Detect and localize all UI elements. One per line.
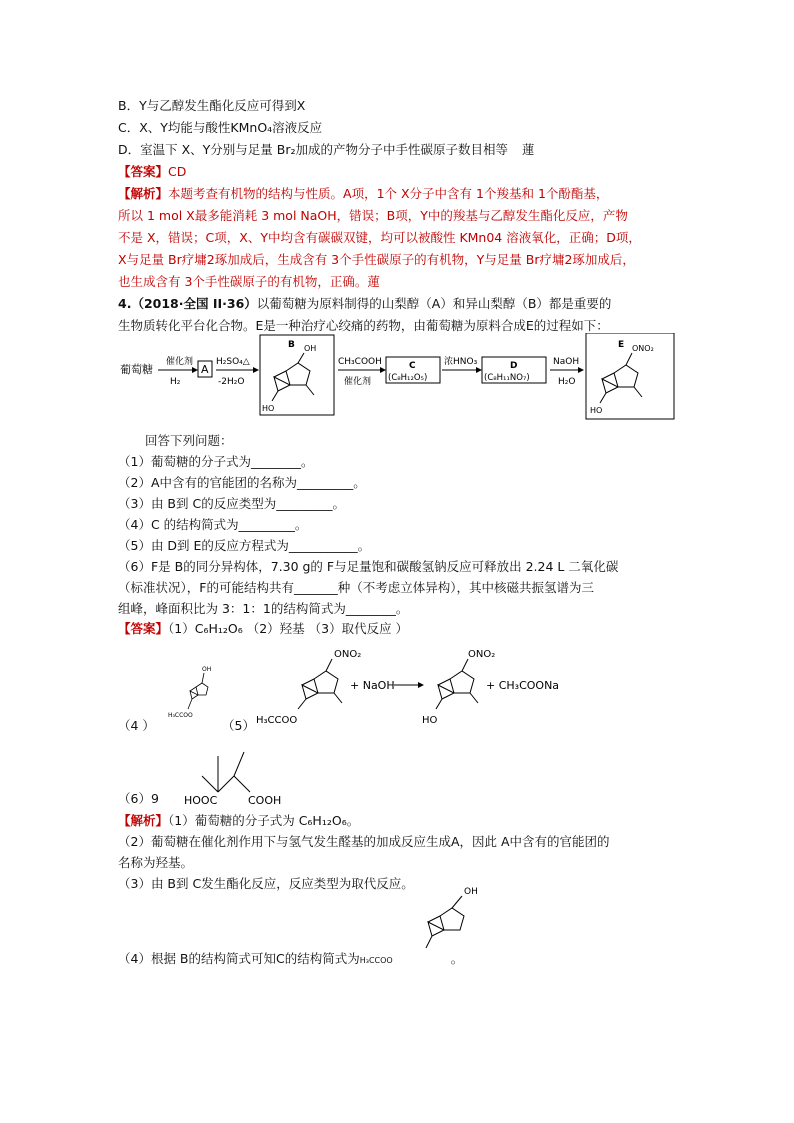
small-c-structure xyxy=(188,673,208,709)
scheme-step3-bot: 催化剂 xyxy=(344,377,372,387)
analysis-2-text-4: （4）根据 B的结构简式可知C的结构简式为 xyxy=(118,951,360,966)
analysis-1-line-4: X与足量 Br疗墉2琢加成后，生成含有 3个手性碳原子的有机物，Y与足量 Br疗墉2琢加成后， xyxy=(118,252,635,267)
eq-product-structure xyxy=(436,659,478,709)
ask-2: （2）A中含有的官能团的名称为_________。 xyxy=(118,475,366,490)
scheme-b-ho: HO xyxy=(262,404,275,413)
analysis-label: 【解析】 xyxy=(118,186,169,201)
analysis-2-text-1: （1）葡萄糖的分子式为 C₆H₁₂O₆。 xyxy=(168,813,360,828)
analysis-1-line-5: 也生成含有 3个手性碳原子的有机物，正确。蓮 xyxy=(118,274,380,289)
small-c-oh: OH xyxy=(202,666,212,673)
analysis-1-line-2: 所以 1 mol X最多能消耗 3 mol NaOH，错误；B项，Y中的羧基与乙醇发生酯化反应，产物 xyxy=(118,208,628,223)
scheme-step2-bot: -2H₂O xyxy=(218,377,245,387)
ask-1: （1）葡萄糖的分子式为________。 xyxy=(118,454,314,469)
scheme-c-formula: (C₈H₁₂O₅) xyxy=(388,373,428,383)
question-4-line-1 xyxy=(118,295,611,313)
analysis-text: 本题考查有机物的结构与性质。A项，1个 X分子中含有 1个羧基和 1个酚酯基， xyxy=(168,186,609,201)
analysis-2-label: 【解析】 xyxy=(118,813,169,828)
scheme-b-oh: OH xyxy=(304,344,317,353)
answer-structures xyxy=(118,645,578,745)
scheme-start: 葡萄糖 xyxy=(120,363,153,376)
synthesis-scheme xyxy=(118,333,678,421)
analysis-1-line-3: 不是 X，错误；C项，X、Y中均含有碳碳双键，均可以被酸性 KMn04 溶液氧化，正确；D项， xyxy=(118,230,641,245)
scheme-a: A xyxy=(201,363,209,376)
answer-2-label: 【答案】 xyxy=(118,621,169,636)
scheme-step3-top: CH₃COOH xyxy=(338,357,382,367)
scheme-cat1: 催化剂 xyxy=(166,357,194,367)
answer-2-text: （1）C₆H₁₂O₆ （2）羟基 （3）取代反应 ） xyxy=(168,621,409,636)
answer-6-structure xyxy=(180,748,300,808)
scheme-d-formula: (C₈H₁₁NO₇) xyxy=(484,373,530,383)
scheme-d-label: D xyxy=(510,361,518,371)
answer-5-label: （5） xyxy=(222,718,255,733)
eq-reactant-h3ccoo: H₃CCOO xyxy=(256,715,298,726)
option-b: B．Y与乙醇发生酯化反应可得到X xyxy=(118,98,306,113)
scheme-step4-top: 浓HNO₃ xyxy=(444,357,478,367)
ask-6-line-1: （6）F是 B的同分异构体，7.30 g的 F与足量饱和碳酸氢钠反应可释放出 2.24 L 二氧化碳 xyxy=(118,559,619,574)
answer-1 xyxy=(118,163,186,181)
analysis-2-line-2: （2）葡萄糖在催化剂作用下与氢气发生醛基的加成反应生成A，因此 A中含有的官能团的 xyxy=(118,834,610,849)
analysis-c-oh: OH xyxy=(464,887,478,897)
answer-6: （6）9 xyxy=(118,791,159,806)
scheme-step5-bot: H₂O xyxy=(558,377,576,387)
option-d-text: D．室温下 X、Y分别与足量 Br₂加成的产物分子中手性碳原子数目相等 xyxy=(118,142,508,157)
question-4-label: 4.（2018·全国 II·36） xyxy=(118,296,257,311)
ask-intro: 回答下列问题： xyxy=(145,433,233,448)
scheme-step5-top: NaOH xyxy=(553,357,580,367)
option-d xyxy=(118,141,535,159)
cooh-text: COOH xyxy=(248,794,282,807)
eq-reactant-structure xyxy=(298,659,342,709)
ask-6-line-3: 组峰，峰面积比为 3：1：1的结构简式为________。 xyxy=(118,601,409,616)
question-4-text: 以葡萄糖为原料制得的山梨醇（A）和异山梨醇（B）都是重要的 xyxy=(256,296,612,311)
eq-reactant-ono2: ONO₂ xyxy=(334,649,362,660)
hooc-text: HOOC xyxy=(184,794,218,807)
scheme-e-ho: HO xyxy=(590,406,603,415)
answer-value: CD xyxy=(168,164,187,179)
answer-4-label: （4 ） xyxy=(118,718,155,733)
analysis-1-line-1 xyxy=(118,185,608,203)
answer-label: 【答案】 xyxy=(118,164,169,179)
ask-5: （5）由 D到 E的反应方程式为___________。 xyxy=(118,538,371,553)
eq-product-ono2: ONO₂ xyxy=(468,649,496,660)
analysis-2-line-5 xyxy=(118,950,463,970)
eq-plus-naoh: + NaOH xyxy=(350,679,395,692)
ask-3: （3）由 B到 C的反应类型为_________。 xyxy=(118,496,345,511)
option-c: C．X、Y均能与酸性KMnO₄溶液反应 xyxy=(118,120,323,135)
scheme-c-label: C xyxy=(409,361,416,371)
analysis-2-line-3: 名称为羟基。 xyxy=(118,855,194,870)
answer-2 xyxy=(118,620,408,638)
scheme-e-label: E xyxy=(618,340,625,350)
question-4-line-2: 生物质转化平台化合物。E是一种治疗心绞痛的药物，由葡萄糖为原料合成E的过程如下： xyxy=(118,318,609,333)
small-c-h3ccoo: H₃CCOO xyxy=(168,712,193,719)
scheme-h2: H₂ xyxy=(170,377,181,387)
analysis-2-end: 。 xyxy=(450,951,464,966)
eq-product-ho: HO xyxy=(422,715,438,726)
option-d-mark: 蓮 xyxy=(521,142,535,157)
ask-4: （4）C 的结构简式为_________。 xyxy=(118,517,308,532)
analysis-2-line-4: （3）由 B到 C发生酯化反应，反应类型为取代反应。 xyxy=(118,876,414,891)
scheme-step2-top: H₂SO₄△ xyxy=(216,357,250,367)
ask-6-line-2: （标准状况），F的可能结构共有_______种（不考虑立体异构），其中核磁共振氢谱为三 xyxy=(118,580,594,595)
scheme-b-label: B xyxy=(288,340,295,350)
analysis-2-line-1 xyxy=(118,812,359,830)
eq-plus-naac: + CH₃COONa xyxy=(486,679,560,692)
analysis-c-h3ccoo: H₃CCOO xyxy=(359,956,393,965)
scheme-e-ono2: ONO₂ xyxy=(632,344,654,353)
